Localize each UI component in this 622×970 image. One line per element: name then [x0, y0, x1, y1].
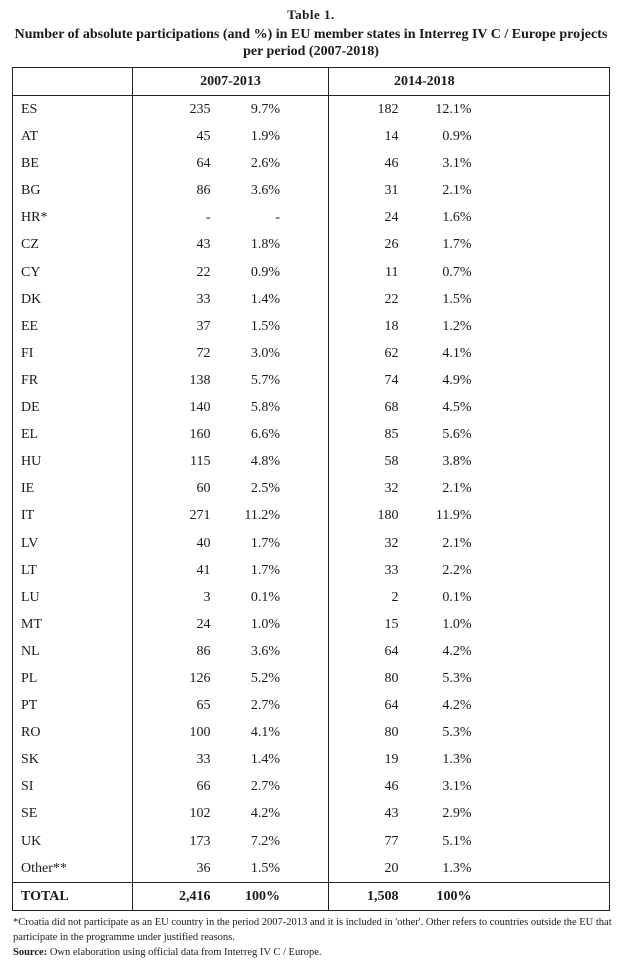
count-2007-2013-cell: 40: [196, 535, 211, 551]
header-country: [13, 68, 133, 96]
percent-2014-2018-cell: 5.6%: [442, 427, 472, 443]
percent-2007-2013-cell: 3.6%: [211, 177, 329, 204]
percent-2014-2018-cell: 4.2%: [442, 643, 472, 659]
table-row: [13, 421, 610, 448]
percent-2007-2013-cell: 1.4%: [211, 746, 329, 773]
country-cell: NL: [13, 638, 133, 665]
percent-2007-2013-cell: 0.1%: [211, 584, 329, 611]
row-spacer: [520, 96, 610, 124]
row-spacer: [520, 611, 610, 638]
table-row: [13, 855, 610, 883]
table-row: [13, 313, 610, 340]
participations-table: [12, 67, 610, 911]
count-2007-2013-cell: 65: [196, 698, 211, 714]
percent-2014-2018-cell: 3.1%: [442, 156, 472, 172]
percent-2014-2018-cell: 5.3%: [442, 670, 472, 686]
count-2007-2013-cell: 138: [189, 372, 211, 388]
table-row: [13, 286, 610, 313]
percent-2007-2013-cell: 9.7%: [211, 96, 329, 124]
country-cell: IE: [13, 475, 133, 502]
table-header-row: [13, 68, 610, 96]
table-row: [13, 177, 610, 204]
count-2014-2018-cell: 19: [384, 752, 399, 768]
row-spacer: [520, 719, 610, 746]
country-cell: ES: [13, 96, 133, 124]
table-row: [13, 773, 610, 800]
country-cell: IT: [13, 502, 133, 529]
row-spacer: [520, 475, 610, 502]
count-2014-2018-cell: 46: [384, 156, 399, 172]
count-2014-2018-cell: 80: [384, 725, 399, 741]
count-2014-2018-cell: 64: [384, 698, 399, 714]
count-2014-2018-cell: 182: [377, 102, 399, 117]
table-row: [13, 448, 610, 475]
count-2007-2013-cell: 22: [196, 264, 211, 280]
percent-2007-2013-cell: 1.5%: [211, 313, 329, 340]
count-2014-2018-cell: 62: [384, 345, 399, 361]
percent-2014-2018-cell: 0.7%: [442, 264, 472, 280]
total-percent-2007-2013: 100%: [211, 882, 329, 910]
count-2014-2018-cell: 15: [384, 616, 399, 632]
row-spacer: [520, 855, 610, 883]
percent-2014-2018-cell: 2.2%: [442, 562, 472, 578]
percent-2007-2013-cell: 5.7%: [211, 367, 329, 394]
table-title: Number of absolute participations (and %) in EU member states in Interreg IV C / Europe projects per period (2007-2018): [14, 27, 608, 59]
row-spacer: [520, 204, 610, 231]
country-cell: PT: [13, 692, 133, 719]
table-row: [13, 828, 610, 855]
percent-2007-2013-cell: 2.5%: [211, 475, 329, 502]
percent-2007-2013-cell: 4.2%: [211, 800, 329, 827]
count-2014-2018-cell: 80: [384, 670, 399, 686]
percent-2007-2013-cell: 1.7%: [211, 530, 329, 557]
percent-2014-2018-cell: 2.1%: [442, 481, 472, 497]
table-row: [13, 123, 610, 150]
source-label: Source:: [13, 947, 48, 958]
percent-2007-2013-cell: 4.1%: [211, 719, 329, 746]
table-row: [13, 665, 610, 692]
country-cell: DK: [13, 286, 133, 313]
count-2007-2013-cell: 140: [189, 400, 211, 416]
percent-2007-2013-cell: 1.5%: [211, 855, 329, 883]
count-2014-2018-cell: 2: [391, 589, 399, 605]
table-row: [13, 367, 610, 394]
row-spacer: [520, 259, 610, 286]
table-row: [13, 340, 610, 367]
country-cell: DE: [13, 394, 133, 421]
table-row: [13, 231, 610, 258]
country-cell: EL: [13, 421, 133, 448]
percent-2014-2018-cell: 1.6%: [442, 210, 472, 226]
country-cell: SI: [13, 773, 133, 800]
count-2014-2018-cell: 24: [384, 210, 399, 226]
total-label: TOTAL: [13, 882, 133, 910]
percent-2007-2013-cell: 5.8%: [211, 394, 329, 421]
percent-2014-2018-cell: 2.9%: [442, 806, 472, 822]
percent-2014-2018-cell: 1.2%: [442, 318, 472, 334]
percent-2007-2013-cell: 0.9%: [211, 259, 329, 286]
percent-2014-2018-cell: 1.3%: [442, 752, 472, 768]
row-spacer: [520, 421, 610, 448]
row-spacer: [520, 177, 610, 204]
percent-2014-2018-cell: 3.1%: [442, 779, 472, 795]
total-row: [13, 882, 610, 910]
count-2007-2013-cell: 37: [196, 318, 211, 334]
table-row: [13, 638, 610, 665]
percent-2007-2013-cell: 2.7%: [211, 773, 329, 800]
count-2007-2013-cell: 173: [189, 833, 211, 849]
percent-2014-2018-cell: 0.1%: [442, 589, 472, 605]
country-cell: LU: [13, 584, 133, 611]
row-spacer: [520, 530, 610, 557]
percent-2007-2013-cell: -: [211, 204, 329, 231]
table-row: [13, 204, 610, 231]
percent-2007-2013-cell: 1.8%: [211, 231, 329, 258]
count-2007-2013-cell: 102: [189, 806, 211, 822]
percent-2014-2018-cell: 5.1%: [442, 833, 472, 849]
count-2007-2013-cell: 100: [189, 725, 211, 741]
table-row: [13, 557, 610, 584]
count-2007-2013-cell: 41: [196, 562, 211, 578]
percent-2014-2018-cell: 5.3%: [442, 725, 472, 741]
table-row: [13, 746, 610, 773]
percent-2007-2013-cell: 6.6%: [211, 421, 329, 448]
count-2007-2013-cell: 86: [196, 183, 211, 199]
country-cell: CZ: [13, 231, 133, 258]
count-2007-2013-cell: 66: [196, 779, 211, 795]
table-row: [13, 584, 610, 611]
country-cell: EE: [13, 313, 133, 340]
table-row: [13, 96, 610, 124]
count-2007-2013-cell: 235: [189, 102, 211, 117]
percent-2007-2013-cell: 2.6%: [211, 150, 329, 177]
count-2007-2013-cell: 3: [203, 589, 211, 605]
count-2014-2018-cell: 68: [384, 400, 399, 416]
count-2007-2013-cell: 33: [196, 752, 211, 768]
count-2014-2018-cell: 32: [384, 535, 399, 551]
row-spacer: [520, 746, 610, 773]
percent-2014-2018-cell: 1.3%: [442, 860, 472, 876]
row-spacer: [520, 448, 610, 475]
country-cell: RO: [13, 719, 133, 746]
percent-2014-2018-cell: 2.1%: [442, 535, 472, 551]
count-2014-2018-cell: 33: [384, 562, 399, 578]
header-period-2014-2018: 2014-2018: [329, 68, 520, 96]
count-2014-2018-cell: 31: [384, 183, 399, 199]
percent-2014-2018-cell: 3.8%: [442, 454, 472, 470]
source-text: Own elaboration using official data from Interreg IV C / Europe.: [49, 947, 322, 958]
row-spacer: [520, 638, 610, 665]
table-row: [13, 530, 610, 557]
table-row: [13, 800, 610, 827]
percent-2014-2018-cell: 4.5%: [442, 400, 472, 416]
table-row: [13, 692, 610, 719]
percent-2007-2013-cell: 2.7%: [211, 692, 329, 719]
count-2014-2018-cell: 64: [384, 643, 399, 659]
row-spacer: [520, 502, 610, 529]
percent-2007-2013-cell: 3.0%: [211, 340, 329, 367]
percent-2014-2018-cell: 4.9%: [442, 372, 472, 388]
count-2014-2018-cell: 43: [384, 806, 399, 822]
count-2007-2013-cell: 43: [196, 237, 211, 253]
count-2014-2018-cell: 11: [385, 264, 399, 280]
country-cell: PL: [13, 665, 133, 692]
row-spacer: [520, 286, 610, 313]
row-spacer: [520, 313, 610, 340]
country-cell: FI: [13, 340, 133, 367]
table-label: Table 1.: [287, 7, 335, 22]
total-spacer: [520, 882, 610, 910]
table-body: [13, 96, 610, 883]
count-2014-2018-cell: 77: [384, 833, 399, 849]
count-2007-2013-cell: 126: [189, 670, 211, 686]
count-2007-2013-cell: 86: [196, 643, 211, 659]
table-row: [13, 150, 610, 177]
percent-2014-2018-cell: 4.1%: [442, 345, 472, 361]
percent-2007-2013-cell: 1.4%: [211, 286, 329, 313]
percent-2007-2013-cell: 1.0%: [211, 611, 329, 638]
row-spacer: [520, 584, 610, 611]
count-2007-2013-cell: 64: [196, 156, 211, 172]
total-count-2007-2013: 2,416: [133, 882, 211, 910]
country-cell: BG: [13, 177, 133, 204]
percent-2014-2018-cell: 1.5%: [442, 291, 472, 307]
country-cell: SE: [13, 800, 133, 827]
country-cell: FR: [13, 367, 133, 394]
footnote: *Croatia did not participate as an EU country in the period 2007-2013 and it is included in 'other'. Other refers to countries outside the EU that participate in the programme under justified reasons.: [13, 917, 612, 943]
percent-2014-2018-cell: 0.9%: [442, 129, 472, 145]
table-row: [13, 475, 610, 502]
percent-2007-2013-cell: 3.6%: [211, 638, 329, 665]
count-2007-2013-cell: -: [205, 210, 211, 226]
country-cell: UK: [13, 828, 133, 855]
source-line: [13, 945, 613, 960]
count-2007-2013-cell: 33: [196, 291, 211, 307]
country-cell: BE: [13, 150, 133, 177]
country-cell: CY: [13, 259, 133, 286]
percent-2014-2018-cell: 1.0%: [442, 616, 472, 632]
count-2007-2013-cell: 115: [190, 454, 211, 470]
percent-2007-2013-cell: 5.2%: [211, 665, 329, 692]
table-row: [13, 502, 610, 529]
count-2014-2018-cell: 22: [384, 291, 399, 307]
total-count-2014-2018: 1,508: [329, 882, 399, 910]
country-cell: HR*: [13, 204, 133, 231]
header-spacer: [520, 68, 610, 96]
count-2014-2018-cell: 74: [384, 372, 399, 388]
row-spacer: [520, 665, 610, 692]
row-spacer: [520, 231, 610, 258]
row-spacer: [520, 394, 610, 421]
table-row: [13, 394, 610, 421]
percent-2014-2018-cell: 4.2%: [442, 698, 472, 714]
count-2014-2018-cell: 18: [384, 318, 399, 334]
country-cell: LV: [13, 530, 133, 557]
row-spacer: [520, 800, 610, 827]
count-2007-2013-cell: 45: [196, 129, 211, 145]
percent-2014-2018-cell: 12.1%: [435, 102, 472, 117]
table-row: [13, 259, 610, 286]
country-cell: MT: [13, 611, 133, 638]
row-spacer: [520, 557, 610, 584]
count-2007-2013-cell: 271: [189, 508, 211, 524]
count-2014-2018-cell: 14: [384, 129, 399, 145]
country-cell: AT: [13, 123, 133, 150]
percent-2007-2013-cell: 1.9%: [211, 123, 329, 150]
count-2014-2018-cell: 85: [384, 427, 399, 443]
percent-2007-2013-cell: 4.8%: [211, 448, 329, 475]
count-2014-2018-cell: 20: [384, 860, 399, 876]
percent-2014-2018-cell: 2.1%: [442, 183, 472, 199]
percent-2007-2013-cell: 1.7%: [211, 557, 329, 584]
table-row: [13, 611, 610, 638]
count-2014-2018-cell: 58: [384, 454, 399, 470]
count-2007-2013-cell: 36: [196, 860, 211, 876]
count-2007-2013-cell: 160: [189, 427, 211, 443]
row-spacer: [520, 828, 610, 855]
count-2014-2018-cell: 180: [377, 508, 399, 524]
percent-2014-2018-cell: 11.9%: [435, 508, 472, 524]
count-2014-2018-cell: 46: [384, 779, 399, 795]
table-notes: [13, 915, 613, 960]
row-spacer: [520, 367, 610, 394]
row-spacer: [520, 692, 610, 719]
country-cell: LT: [13, 557, 133, 584]
count-2014-2018-cell: 32: [384, 481, 399, 497]
count-2007-2013-cell: 72: [196, 345, 211, 361]
count-2007-2013-cell: 60: [196, 481, 211, 497]
table-row: [13, 719, 610, 746]
count-2007-2013-cell: 24: [196, 616, 211, 632]
row-spacer: [520, 123, 610, 150]
row-spacer: [520, 340, 610, 367]
percent-2014-2018-cell: 1.7%: [442, 237, 472, 253]
row-spacer: [520, 150, 610, 177]
row-spacer: [520, 773, 610, 800]
header-period-2007-2013: 2007-2013: [133, 68, 329, 96]
country-cell: SK: [13, 746, 133, 773]
country-cell: Other**: [13, 855, 133, 883]
country-cell: HU: [13, 448, 133, 475]
percent-2007-2013-cell: 7.2%: [211, 828, 329, 855]
percent-2007-2013-cell: 11.2%: [211, 502, 329, 529]
total-percent-2014-2018: 100%: [399, 882, 520, 910]
count-2014-2018-cell: 26: [384, 237, 399, 253]
